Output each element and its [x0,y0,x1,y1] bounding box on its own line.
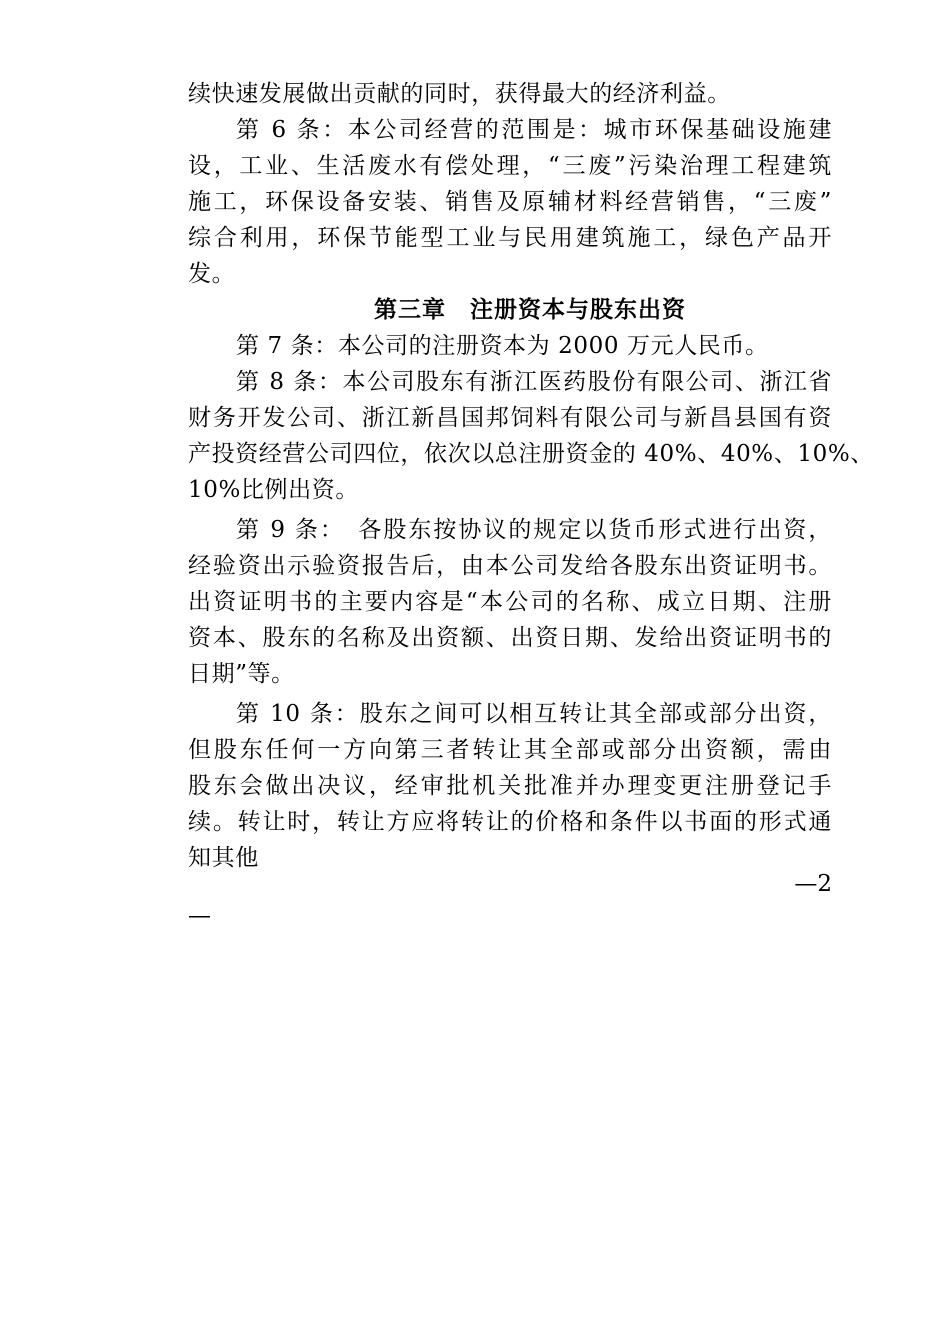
page-number-tail: — [188,903,211,929]
article-6-line: 第 6 条：本公司经营的范围是：城市环保基础设施建 [236,117,832,143]
text-line: 发。 [188,261,236,287]
text-line: 股东会做出决议，经审批机关批准并办理变更注册登记手 [188,773,832,799]
text-line: 施工，环保设备安装、销售及原辅材料经营销售，“三废” [188,189,832,215]
text-line: 出资证明书的主要内容是“本公司的名称、成立日期、注册 [188,589,832,615]
article-10-line: 第 10 条：股东之间可以相互转让其全部或部分出资， [236,701,832,727]
text-line: 但股东任何一方向第三者转让其全部或部分出资额，需由 [188,737,832,763]
article-9-line: 第 9 条： 各股东按协议的规定以货币形式进行出资， [236,517,832,543]
text-line: 资本、股东的名称及出资额、出资日期、发给出资证明书的 [188,625,832,651]
document-body [188,76,874,876]
text-line: 日期”等。 [188,661,295,687]
article-8-line: 第 8 条：本公司股东有浙江医药股份有限公司、浙江省 [236,369,832,395]
text-line: 设，工业、生活废水有偿处理，“三废”污染治理工程建筑 [188,153,832,179]
text-line: 10%比例出资。 [188,477,359,503]
text-line: 产投资经营公司四位，依次以总注册资金的 40%、40%、10%、 [188,441,874,467]
text-line: 续快速发展做出贡献的同时，获得最大的经济利益。 [188,81,731,107]
page-number: —2 [794,871,832,897]
text-line: 经验资出示验资报告后，由本公司发给各股东出资证明书。 [188,553,832,579]
chapter-heading: 第三章 注册资本与股东出资 [374,297,686,323]
article-7-line: 第 7 条：本公司的注册资本为 2000 万元人民币。 [236,333,769,359]
text-line: 续。转让时，转让方应将转让的价格和条件以书面的形式通 [188,809,832,835]
text-line: 财务开发公司、浙江新昌国邦饲料有限公司与新昌县国有资 [188,405,832,431]
text-line: 知其他 [188,845,259,871]
text-line: 综合利用，环保节能型工业与民用建筑施工，绿色产品开 [188,225,832,251]
